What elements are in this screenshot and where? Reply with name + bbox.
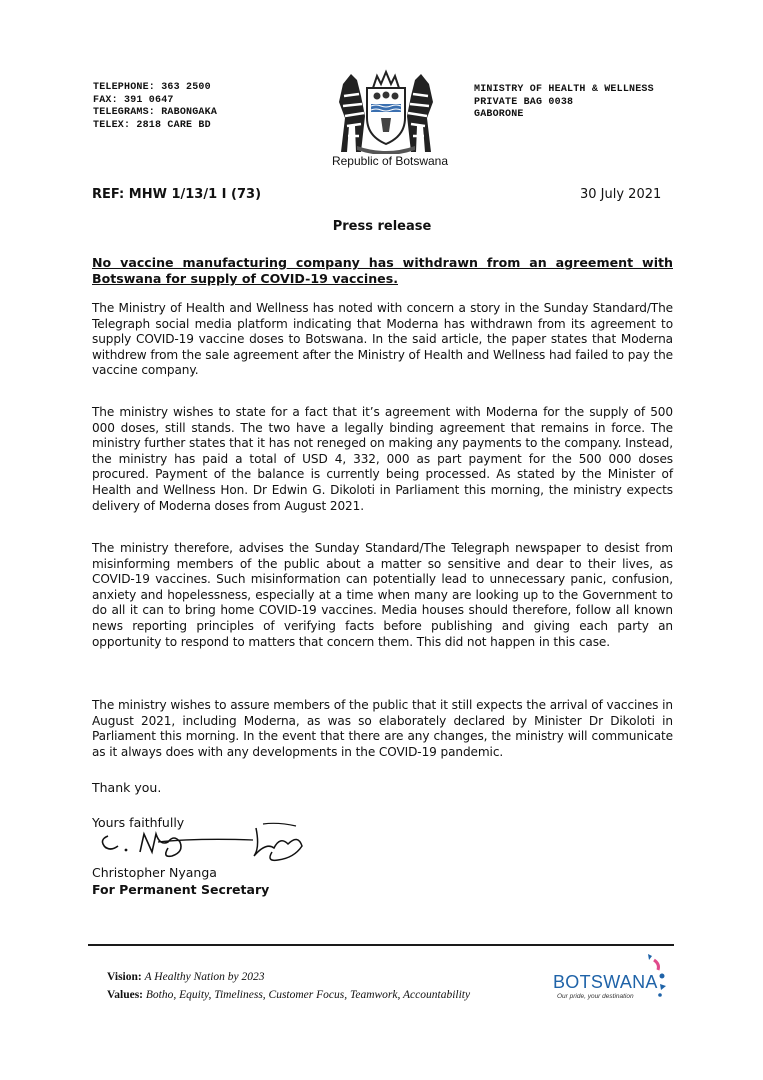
thanks-line: Thank you. — [92, 780, 162, 795]
telegrams-line: TELEGRAMS: RABONGAKA — [93, 107, 218, 118]
body-paragraph: The ministry therefore, advises the Sunday Standard/The Telegraph newspaper to desist from misinforming members of the public about a matter so sensitive and dear to their lives, as COVID-19 vaccines. Such misinformation can potentially lead to unnecessary panic, confusion, anxiety and hopelessness, especially at a time when many are looking up to the Government to do all it can to bring home COVID-19 vaccines. Media houses should therefore, follow all known news reporting principles of verifying facts before publishing and giving each party an opportunity to respond to matters that concern them. This did not happen in this case. — [92, 541, 673, 649]
ministry-name: MINISTRY OF HEALTH & WELLNESS — [474, 84, 654, 95]
fax-line: FAX: 391 0647 — [93, 94, 174, 106]
signatory-name: Christopher Nyanga — [92, 865, 217, 880]
telex-line: TELEX: 2818 CARE BD — [93, 119, 211, 131]
reference-number: REF: MHW 1/13/1 I (73) — [92, 187, 262, 202]
republic-label: Republic of Botswana — [331, 154, 449, 168]
headline: No vaccine manufacturing company has withdrawn from an agreement with Botswana for supply of COVID-19 vaccines. — [92, 255, 673, 286]
brand-tagline: Our pride, your destination — [557, 993, 634, 1000]
letter-date: 30 July 2021 — [580, 187, 662, 202]
contact-details — [93, 82, 217, 132]
body-paragraph: The ministry wishes to assure members of the public that it still expects the arrival of vaccines in August 2021, including Moderna, as was so elaborately declared by Minister Dr Dikoloti in Parliament this morning. In the event that there are any changes, the ministry will communicate as it always does with any developments in the COVID-19 pandemic. — [92, 698, 673, 759]
private-bag: PRIVATE BAG 0038 — [474, 96, 574, 108]
coat-of-arms-icon — [331, 66, 441, 154]
vision-label: Vision: — [107, 971, 142, 983]
footer-divider — [88, 944, 674, 946]
values-text: Botho, Equity, Timeliness, Customer Focus, Teamwork, Accountability — [145, 989, 471, 1001]
ministry-address — [474, 84, 654, 122]
valediction: Yours faithfully — [92, 815, 185, 830]
document-heading: Press release — [332, 219, 432, 234]
body-paragraph: The Ministry of Health and Wellness has noted with concern a story in the Sunday Standard/The Telegraph social media platform indicating that Moderna has withdrawn from its agreement to supply COVID-19 vaccine doses to Botswana. In the said article, the paper states that Moderna withdrew from the sale agreement after the Ministry of Health and Wellness had failed to pay the vaccine company. — [92, 301, 673, 378]
city: GABORONE — [474, 109, 524, 120]
footer-values — [107, 968, 470, 1004]
vision-text: A Healthy Nation by 2023 — [144, 971, 265, 983]
telephone-line: TELEPHONE: 363 2500 — [93, 82, 211, 93]
body-paragraph: The ministry wishes to state for a fact that it’s agreement with Moderna for the supply of 500 000 doses, still stands. The two have a legally binding agreement that remains in force. The ministry further states that it has not reneged on making any payments to the company. Instead, the ministry has paid a total of USD 4, 332, 000 as part payment for the 500 000 doses procured. Payment of the balance is currently being processed. As stated by the Minister of Health and Wellness Hon. Dr Edwin G. Dikoloti in Parliament this morning, the ministry expects delivery of Moderna doses from August 2021. — [92, 405, 673, 513]
values-label: Values: — [107, 989, 143, 1001]
signatory-title: For Permanent Secretary — [92, 882, 270, 897]
brand-wordmark: BOTSWANA — [553, 972, 658, 992]
signature-icon — [88, 812, 318, 872]
